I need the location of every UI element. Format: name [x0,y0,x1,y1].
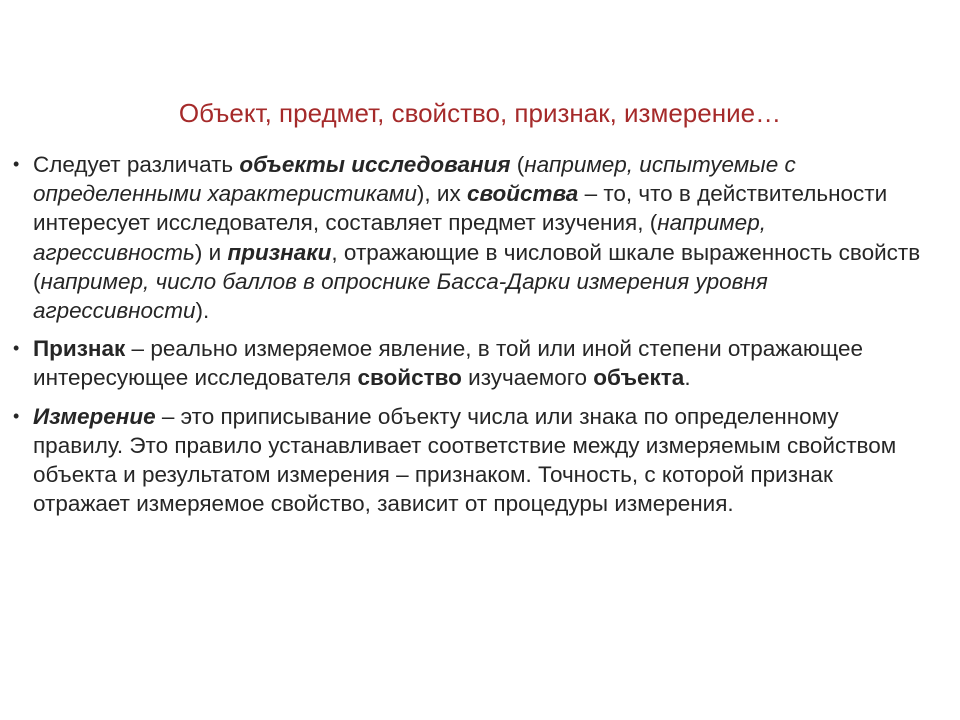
text-segment: ( [510,152,525,177]
term-measurement: Измерение [33,403,156,429]
bullet-dot-icon: • [13,154,20,174]
text-segment: ), их [416,181,467,207]
term-properties: свойства [466,181,579,207]
term-signs: признаки [227,239,332,265]
term-object: объекта [593,365,685,391]
term-property: свойство [357,365,462,391]
slide-content [13,150,932,527]
text-segment: – то, что в действительности интересует исследователя, составляет предмет изучения, ( [33,181,888,236]
text-segment: ) и [194,239,228,265]
text-segment: ). [195,298,210,324]
bullet-sign-definition [13,334,932,392]
slide-title: Объект, предмет, свойство, признак, измерение… [178,98,782,128]
example-buss-durkee: например, число баллов в опроснике Басса-Дарки измерения уровня агрессивности [33,268,768,324]
bullet-objects-properties-signs [13,150,932,325]
example-subjects: например, испытуемые с определенными характеристиками [33,152,796,207]
bullet-measurement-definition [13,402,932,519]
text-segment: – это приписывание объекту числа или знака по определенному правилу. Это правило устанавливает соответствие между измеряемым свойством объекта и результатом измерения – признаком. Точность, с которой признак отражает измеряемое свойство, зависит от процедуры измерения. [33,403,897,517]
term-research-objects: объекты исследования [239,152,511,177]
example-aggressiveness: например, агрессивность [33,210,766,265]
text-segment: . [684,365,691,391]
term-sign: Признак [33,336,126,362]
text-segment: – реально измеряемое явление, в той или иной степени отражающее интересующее исследователя [33,336,864,391]
text-segment: изучаемого [461,365,594,391]
text-segment: , отражающие в числовой шкале выраженность свойств ( [33,239,921,294]
text-segment: Следует различать [33,152,240,177]
bullet-dot-icon: • [13,405,20,426]
bullet-dot-icon: • [13,338,20,359]
